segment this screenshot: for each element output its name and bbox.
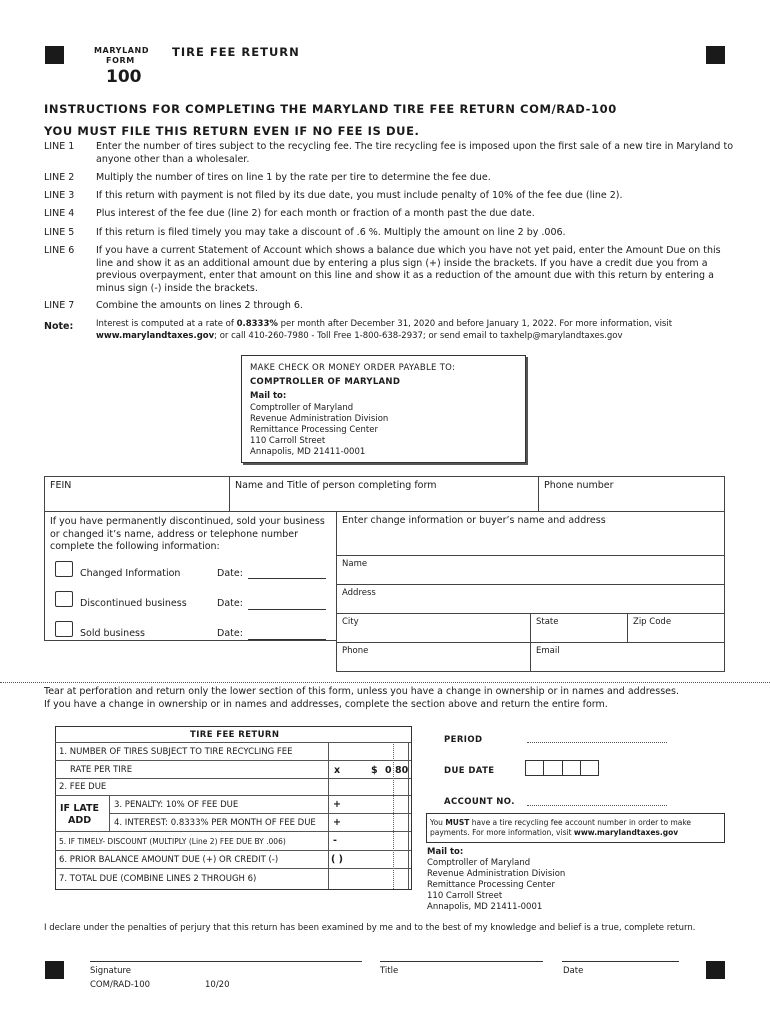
name-title-field[interactable] [229, 476, 539, 512]
rate-multiply-sign: x [334, 765, 341, 776]
payable-address [250, 403, 388, 458]
zip-code-label: Zip Code [633, 617, 672, 627]
note-website-link[interactable]: www.marylandtaxes.gov [96, 330, 215, 341]
fee-row-6-divider [55, 868, 411, 869]
instruction-line-label: LINE 3 [44, 190, 75, 201]
form-title: TIRE FEE RETURN [172, 45, 300, 59]
fee-row-rate-divider [55, 778, 411, 779]
change-intro: If you have permanently discontinued, sold your business or changed it’s name, address or telephone number complete the following information: [50, 516, 325, 552]
instruction-line-text: If this return is filed timely you may take a discount of .6 %. Multiply the amount on line 2 by .006. [96, 227, 566, 238]
form-label: FORM [106, 56, 135, 65]
corner-marker-top-right [706, 46, 725, 64]
instruction-line-label: LINE 6 [44, 245, 75, 256]
fee-row-3-sign: + [333, 799, 341, 810]
name-title-label: Name and Title of person completing form [235, 480, 437, 491]
payee-name: COMPTROLLER OF MARYLAND [250, 377, 401, 387]
top-border-line [44, 511, 337, 512]
tear-perforation [0, 682, 770, 683]
changed-information-date-field[interactable] [248, 578, 326, 579]
phone-number-label: Phone number [544, 480, 614, 491]
changed-information-date-label: Date: [217, 568, 243, 579]
note-text-c: ; or call 410-260-7980 - Toll Free 1-800-638-2937; or send email to taxhelp@marylandtaxes.gov [214, 330, 623, 341]
corner-marker-bottom-right [706, 961, 725, 979]
name-field[interactable] [336, 555, 725, 585]
tear-instruction-2: If you have a change in ownership or in names and addresses, complete the section above and return the entire form. [44, 699, 608, 710]
changed-information-checkbox[interactable] [55, 561, 73, 577]
declaration: I declare under the penalties of perjury that this return has been examined by me and to the best of my knowledge and belief is a true, complete return. [44, 923, 696, 933]
note-text-b: per month after December 31, 2020 and before January 1, 2022. For more information, visit [277, 319, 673, 329]
payable-address-line: Annapolis, MD 21411-0001 [250, 447, 366, 457]
lower-address-line: Revenue Administration Division [427, 869, 566, 879]
name-label: Name [342, 559, 368, 569]
rate-dollars: 0 [385, 765, 392, 776]
address-field[interactable] [336, 584, 725, 614]
account-requirement-box [426, 813, 725, 843]
zip-code-field[interactable] [627, 613, 725, 643]
fee-row-2-label: 2. FEE DUE [59, 782, 107, 792]
fee-row-title-divider [55, 742, 411, 743]
fee-row-5-label: 5. IF TIMELY- DISCOUNT (MULTIPLY (Line 2) FEE DUE BY .006) [59, 837, 286, 846]
email-field[interactable] [530, 642, 725, 672]
rate-cents: 80 [395, 765, 409, 776]
date-label: Date [563, 966, 584, 976]
must-text-b: MUST [445, 818, 470, 827]
payable-address-line: Revenue Administration Division [250, 414, 389, 424]
sold-business-checkbox[interactable] [55, 621, 73, 637]
change-header-cell [336, 511, 725, 556]
form-code: COM/RAD-100 [90, 980, 151, 990]
amount-column-cents [408, 742, 409, 889]
fee-row-4-text: 4. INTEREST: 0.8333% PER MONTH OF FEE DUE [114, 818, 316, 828]
discontinued-business-label: Discontinued business [80, 598, 187, 609]
fee-row-4-label [114, 818, 316, 828]
fee-row-3-divider [109, 813, 411, 814]
make-check-label: MAKE CHECK OR MONEY ORDER PAYABLE TO: [250, 363, 456, 373]
lower-address-line: Remittance Processing Center [427, 880, 555, 890]
must-text-a: You [430, 818, 446, 827]
form-number: 100 [106, 67, 142, 87]
payable-address-line: Comptroller of Maryland [250, 403, 354, 413]
fee-form-title: TIRE FEE RETURN [190, 730, 280, 740]
lower-address-line: Comptroller of Maryland [427, 858, 531, 868]
fee-row-5-divider [55, 850, 411, 851]
sold-business-date-field[interactable] [248, 639, 326, 640]
fee-row-3-text: 3. PENALTY: 10% OF FEE DUE [114, 800, 239, 810]
corner-marker-top-left [45, 46, 64, 64]
period-label: PERIOD [444, 735, 483, 745]
discontinued-business-date-field[interactable] [248, 609, 326, 610]
fee-row-5-sign: - [333, 835, 337, 846]
title-label: Title [380, 966, 399, 976]
fein-label: FEIN [50, 480, 72, 491]
lower-address-line: Annapolis, MD 21411-0001 [427, 902, 543, 912]
amount-column-dollar [393, 742, 394, 889]
state-label-field: State [536, 617, 559, 627]
signature-label: Signature [90, 966, 132, 976]
instructions-heading: INSTRUCTIONS FOR COMPLETING THE MARYLAND TIRE FEE RETURN COM/RAD-100 [44, 102, 617, 116]
state-field[interactable] [530, 613, 628, 643]
note-rate: 0.8333% [236, 319, 278, 329]
account-no-label: ACCOUNT NO. [444, 797, 515, 807]
due-date-box-3 [563, 761, 581, 775]
city-label: City [342, 617, 359, 627]
must-text-c: have a tire recycling fee account number in order to make payments. For more information, visit [430, 818, 692, 837]
amount-column-left [328, 742, 329, 889]
due-date-box-1 [526, 761, 544, 775]
instruction-line-text: Combine the amounts on lines 2 through 6. [96, 300, 303, 311]
fein-field[interactable] [44, 476, 230, 512]
rate-per-tire-label: RATE PER TIRE [70, 765, 133, 775]
lower-mail-to: Mail to: [427, 847, 464, 857]
instruction-line-text: Enter the number of tires subject to the recycling fee. The tire recycling fee is imposed upon the first sale of a new tire in Maryland to anyone other than a wholesaler. [96, 141, 734, 165]
instruction-line-text: If this return with payment is not filed by its due date, you must include penalty of 10% of the fee due (line 2). [96, 190, 623, 201]
sold-business-label: Sold business [80, 628, 145, 639]
payable-mail-to: Mail to: [250, 391, 287, 401]
changed-information-label: Changed Information [80, 568, 181, 579]
phone-number-field[interactable] [538, 476, 725, 512]
fee-row-1-divider [55, 760, 411, 761]
period-field[interactable] [527, 742, 667, 743]
must-website-link[interactable]: www.marylandtaxes.gov [573, 828, 679, 837]
due-date-box-4 [581, 761, 598, 775]
phone-field[interactable] [336, 642, 531, 672]
instruction-line-text: Plus interest of the fee due (line 2) for each month or fraction of a month past the due date. [96, 208, 535, 219]
must-file-notice: YOU MUST FILE THIS RETURN EVEN IF NO FEE IS DUE. [44, 124, 420, 138]
instruction-line-label: LINE 7 [44, 300, 75, 311]
bottom-border-line [44, 640, 337, 641]
instruction-line-label: LINE 2 [44, 172, 75, 183]
lower-address [427, 858, 565, 913]
signature-line[interactable] [90, 961, 362, 962]
note-text [96, 319, 736, 342]
address-label: Address [342, 588, 376, 598]
fee-row-7-label: 7. TOTAL DUE (COMBINE LINES 2 THROUGH 6) [59, 874, 257, 884]
rate-dollar-sign: $ [371, 765, 378, 776]
discontinued-business-date-label: Date: [217, 598, 243, 609]
instruction-line-text: Multiply the number of tires on line 1 by the rate per tire to determine the fee due. [96, 172, 491, 183]
lower-address-line: 110 Carroll Street [427, 891, 503, 901]
due-date-field[interactable] [525, 760, 599, 776]
city-field[interactable] [336, 613, 531, 643]
fee-row-1-label: 1. NUMBER OF TIRES SUBJECT TO TIRE RECYCLING FEE [59, 747, 293, 757]
fee-row-6-sign: ( ) [331, 854, 343, 865]
revision-date: 10/20 [205, 980, 230, 990]
payable-address-line: 110 Carroll Street [250, 436, 326, 446]
fee-row-6-label: 6. PRIOR BALANCE AMOUNT DUE (+) OR CREDIT (-) [59, 855, 279, 865]
instruction-line-label: LINE 5 [44, 227, 75, 238]
payable-address-line: Remittance Processing Center [250, 425, 378, 435]
discontinued-business-checkbox[interactable] [55, 591, 73, 607]
note-label: Note: [44, 321, 74, 332]
add-label: ADD [68, 815, 92, 826]
due-date-label: DUE DATE [444, 766, 495, 776]
instruction-line-label: LINE 1 [44, 141, 75, 152]
corner-marker-bottom-left [45, 961, 64, 979]
sold-business-date-label: Date: [217, 628, 243, 639]
email-label: Email [536, 646, 560, 656]
instruction-line-text: If you have a current Statement of Account which shows a balance due which you have not yet paid, enter the Amount Due on this line and show it as an additional amount due by entering a plus sign (+) inside the brackets. If you have a credit due you from a previous overpayment, enter that amount on this line and show it as a reduction of the amount due with this return by entering a minus sign (-) inside the brackets. [96, 245, 721, 294]
fee-row-3-label [114, 800, 238, 810]
fee-row-4-divider [55, 831, 411, 832]
instruction-line-label: LINE 4 [44, 208, 75, 219]
change-header-label: Enter change information or buyer’s name and address [342, 515, 606, 526]
fee-row-4-sign: + [333, 817, 341, 828]
if-late-label: IF LATE [60, 803, 99, 814]
phone-label: Phone [342, 646, 369, 656]
account-no-field[interactable] [527, 805, 667, 806]
left-border-line [44, 511, 45, 641]
state-label: MARYLAND [94, 46, 150, 55]
due-date-box-2 [544, 761, 562, 775]
note-text-a: Interest is computed at a rate of [96, 319, 237, 329]
title-line[interactable] [380, 961, 543, 962]
date-line[interactable] [562, 961, 679, 962]
tear-instruction-1: Tear at perforation and return only the lower section of this form, unless you have a change in ownership or in names and addresses. [44, 686, 679, 697]
